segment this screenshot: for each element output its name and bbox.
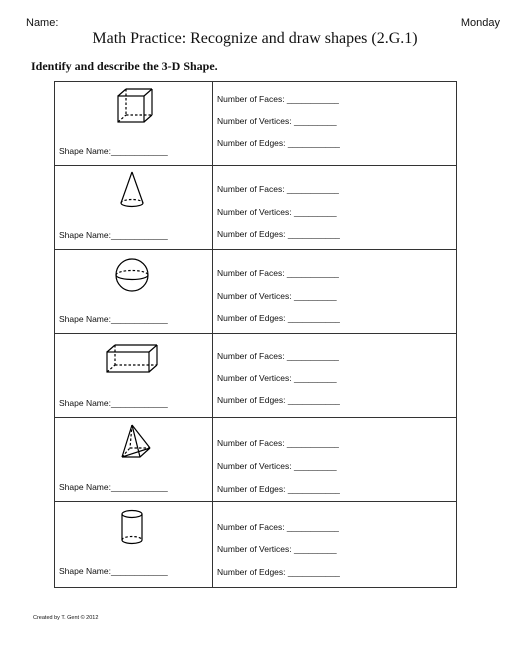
vertices-field[interactable]: Number of Vertices: _________ <box>217 116 337 126</box>
faces-field[interactable]: Number of Faces: ___________ <box>217 351 339 361</box>
faces-field[interactable]: Number of Faces: ___________ <box>217 522 339 532</box>
column-divider <box>212 418 213 501</box>
footer-credit: Created by T. Gent © 2012 <box>33 615 99 621</box>
name-label: Name: <box>26 17 59 29</box>
instructions: Identify and describe the 3-D Shape. <box>31 59 218 73</box>
column-divider <box>212 502 213 587</box>
faces-field[interactable]: Number of Faces: ___________ <box>217 94 339 104</box>
edges-field[interactable]: Number of Edges: ___________ <box>217 567 340 577</box>
faces-field[interactable]: Number of Faces: ___________ <box>217 268 339 278</box>
shape-row-cylinder <box>55 502 456 587</box>
sphere-icon <box>102 254 162 296</box>
rectangular-prism-icon <box>102 338 162 380</box>
shape-name-field[interactable]: Shape Name:____________ <box>59 146 168 156</box>
cube-icon <box>102 86 162 128</box>
faces-field[interactable]: Number of Faces: ___________ <box>217 438 339 448</box>
column-divider <box>212 82 213 165</box>
shape-row-rectangular-prism <box>55 334 456 418</box>
vertices-field[interactable]: Number of Vertices: _________ <box>217 291 337 301</box>
page-title: Math Practice: Recognize and draw shapes (2.G.1) <box>92 30 418 47</box>
shape-row-sphere <box>55 250 456 334</box>
edges-field[interactable]: Number of Edges: ___________ <box>217 229 340 239</box>
shape-name-field[interactable]: Shape Name:____________ <box>59 398 168 408</box>
vertices-field[interactable]: Number of Vertices: _________ <box>217 544 337 554</box>
column-divider <box>212 250 213 333</box>
vertices-field[interactable]: Number of Vertices: _________ <box>217 373 337 383</box>
shape-name-field[interactable]: Shape Name:____________ <box>59 230 168 240</box>
shape-row-cone <box>55 166 456 250</box>
cylinder-icon <box>102 506 162 548</box>
shape-name-field[interactable]: Shape Name:____________ <box>59 314 168 324</box>
vertices-field[interactable]: Number of Vertices: _________ <box>217 207 337 217</box>
edges-field[interactable]: Number of Edges: ___________ <box>217 484 340 494</box>
edges-field[interactable]: Number of Edges: ___________ <box>217 313 340 323</box>
shape-row-pyramid <box>55 418 456 502</box>
shape-name-field[interactable]: Shape Name:____________ <box>59 482 168 492</box>
edges-field[interactable]: Number of Edges: ___________ <box>217 395 340 405</box>
pyramid-icon <box>102 422 162 464</box>
faces-field[interactable]: Number of Faces: ___________ <box>217 184 339 194</box>
column-divider <box>212 334 213 417</box>
vertices-field[interactable]: Number of Vertices: _________ <box>217 461 337 471</box>
shape-row-cube <box>55 82 456 166</box>
shape-name-field[interactable]: Shape Name:____________ <box>59 566 168 576</box>
edges-field[interactable]: Number of Edges: ___________ <box>217 138 340 148</box>
cone-icon <box>102 170 162 212</box>
column-divider <box>212 166 213 249</box>
day-label: Monday <box>460 17 500 29</box>
shapes-table <box>54 81 457 588</box>
